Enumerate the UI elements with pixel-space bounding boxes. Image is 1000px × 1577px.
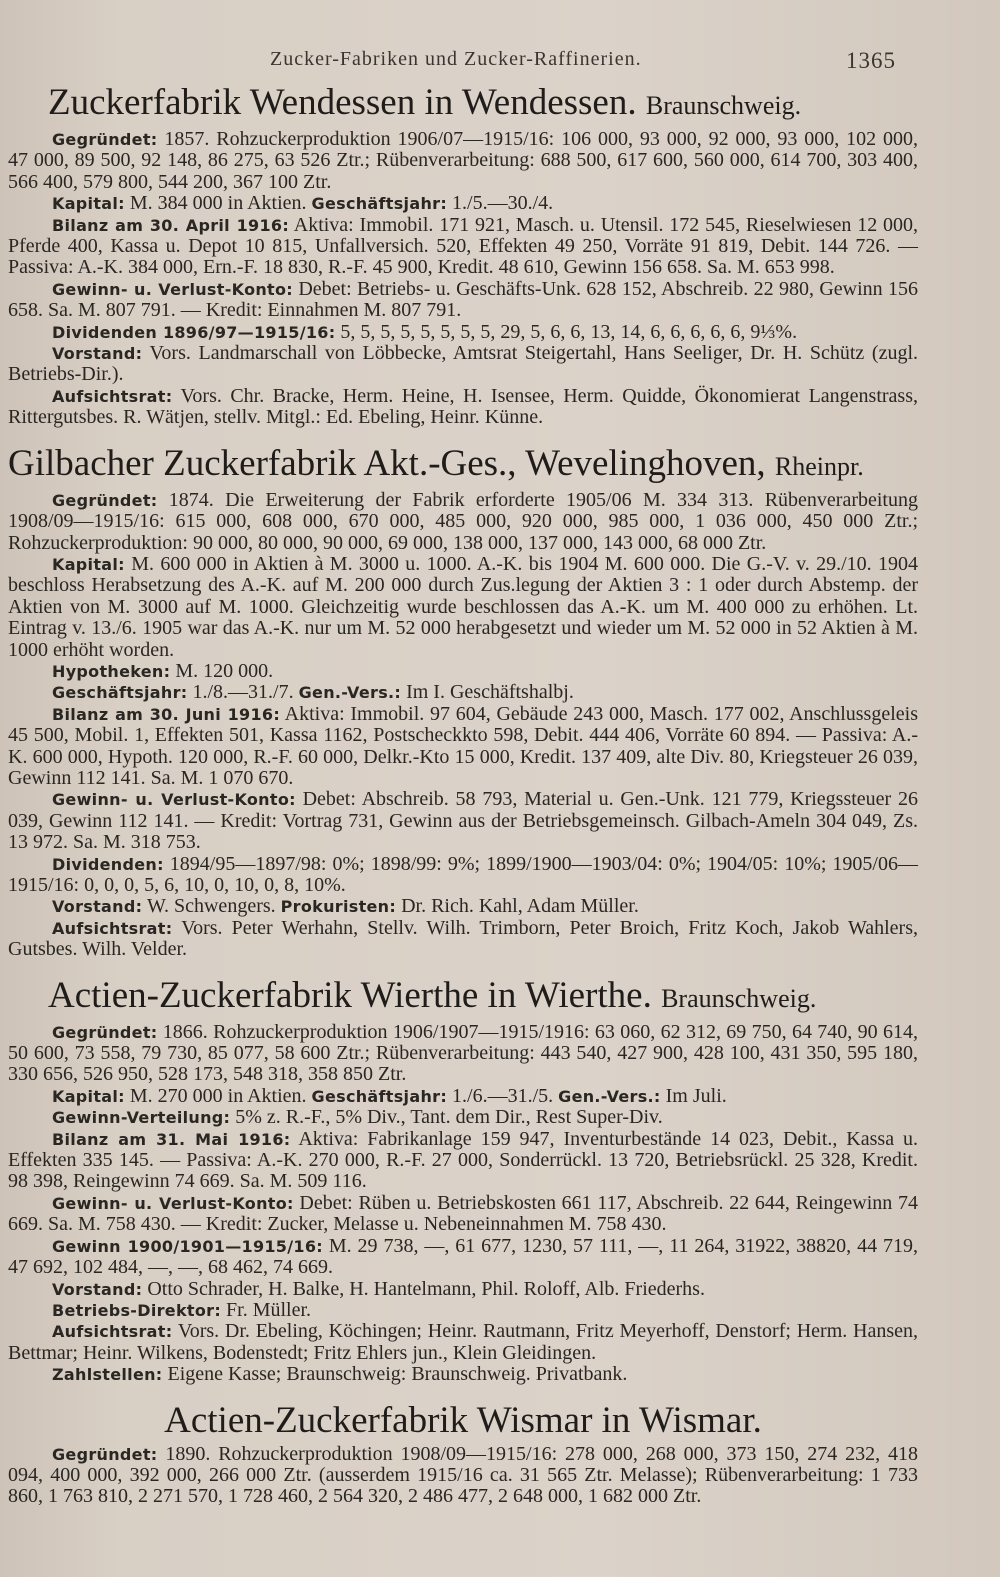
paragraph bbox=[8, 1193, 918, 1236]
field-text: 1894/95—1897/98: 0%; 1898/99: 9%; 1899/1900—1903/04: 0%; 1904/05: 10%; 1905/06—1915/16: 0, 0, 0, 5, 6, 10, 0, 10, 0, 8, 10%. bbox=[8, 852, 918, 896]
field-label: Kapital: bbox=[52, 1086, 125, 1106]
field-label: Geschäftsjahr: bbox=[311, 194, 448, 214]
field-label: Hypotheken: bbox=[52, 661, 171, 681]
field-label: Dividenden 1896/97—1915/16: bbox=[52, 322, 336, 342]
field-text: Im Juli. bbox=[660, 1084, 727, 1107]
field-label: Vorstand: bbox=[52, 1279, 143, 1299]
field-label: Dividenden: bbox=[52, 854, 164, 874]
field-text: Dr. Rich. Kahl, Adam Müller. bbox=[396, 895, 639, 918]
field-label: Gen.-Vers.: bbox=[558, 1086, 661, 1106]
field-label: Gegründet: bbox=[52, 490, 158, 510]
field-text: Vors. Chr. Bracke, Herm. Heine, H. Isensee, Herm. Quidde, Ökonomierat Langenstrass, Rittergutsbes. R. Wätjen, stellv. Mitgl.: Ed. Ebeling, Heinr. Künne. bbox=[8, 384, 918, 429]
paragraph bbox=[8, 1444, 918, 1508]
field-label: Gegründet: bbox=[52, 1022, 158, 1042]
field-label: Bilanz am 30. Juni 1916: bbox=[52, 704, 281, 724]
company-heading bbox=[8, 441, 918, 490]
paragraph bbox=[8, 490, 918, 554]
paragraph bbox=[8, 918, 918, 961]
paragraph bbox=[8, 1279, 918, 1300]
field-text: Fr. Müller. bbox=[221, 1298, 312, 1321]
field-text: Aktiva: Immobil. 171 921, Masch. u. Utensil. 172 545, Rieselwiesen 12 000, Pferde 400, Kassa u. Depot 10 815, Unfallversich. 520, Effekten 49 250, Vorräte 91 819, Debit. 144 726. — Passiva: A.-K. 384 000, Ern.-F. 18 830, R.-F. 45 900, Kredit. 48 610, Gewinn 156 658. Sa. M. 653 998. bbox=[8, 213, 918, 279]
field-text: 1./8.—31./7. bbox=[187, 681, 299, 704]
company-name: Gilbacher Zuckerfabrik Akt.-Ges., Wevelinghoven, bbox=[8, 442, 766, 484]
paragraph bbox=[8, 215, 918, 279]
paragraph bbox=[8, 322, 918, 343]
paragraph bbox=[8, 1236, 918, 1279]
field-label: Aufsichtsrat: bbox=[52, 918, 173, 938]
paragraph bbox=[8, 1129, 918, 1193]
paragraph bbox=[8, 854, 918, 897]
company-entry-wierthe bbox=[8, 973, 918, 1386]
paragraph bbox=[8, 193, 918, 214]
paragraph bbox=[8, 896, 918, 917]
field-text: Im I. Geschäftshalbj. bbox=[401, 681, 574, 704]
field-label: Prokuristen: bbox=[280, 897, 397, 917]
field-text: M. 270 000 in Aktien. bbox=[124, 1084, 312, 1107]
field-text: 1874. Die Erweiterung der Fabrik erforderte 1905/06 M. 334 313. Rübenverarbeitung 1908/09—1915/16: 615 000, 608 000, 670 000, 485 000, 920 000, 985 000, 1 036 000, 450 000 Ztr.; Rohzuckerproduktion: 90 000, 80 000, 90 000, 69 000, 138 000, 137 000, 143 000, 68 000 Ztr. bbox=[8, 488, 918, 554]
field-text: Debet: Betriebs- u. Geschäfts-Unk. 628 152, Abschreib. 22 980, Gewinn 156 658. Sa. M. 807 791. — Kredit: Einnahmen M. 807 791. bbox=[8, 277, 919, 322]
company-name: Actien-Zuckerfabrik Wismar in Wismar. bbox=[164, 1399, 762, 1441]
company-entry-wendessen bbox=[8, 80, 918, 429]
company-name: Zuckerfabrik Wendessen in Wendessen. bbox=[48, 82, 637, 123]
field-text: M. 29 738, —, 61 677, 1230, 57 111, —, 11 264, 31922, 38820, 44 719, 47 692, 102 484, —, —, 68 462, 74 669. bbox=[8, 1234, 918, 1279]
field-text: 5, 5, 5, 5, 5, 5, 5, 5, 29, 5, 6, 6, 13, 14, 6, 6, 6, 6, 6, 9⅓%. bbox=[335, 320, 798, 343]
paragraph bbox=[8, 554, 918, 661]
page-number: 1365 bbox=[846, 48, 896, 73]
paragraph bbox=[8, 1300, 918, 1321]
field-label: Vorstand: bbox=[52, 897, 143, 917]
paragraph bbox=[8, 386, 918, 429]
field-text: Debet: Abschreib. 58 793, Material u. Gen.-Unk. 121 779, Kriegssteuer 26 039, Gewinn 112 141. — Kredit: Vortrag 731, Gewinn aus der Betriebsgemeinsch. Gilbach-Ameln 304 049, Zs. 13 972. Sa. M. 318 753. bbox=[8, 788, 918, 854]
field-label: Zahlstellen: bbox=[52, 1365, 163, 1385]
company-heading bbox=[8, 80, 918, 129]
paragraph bbox=[8, 682, 918, 703]
field-label: Geschäftsjahr: bbox=[52, 683, 188, 703]
field-text: Vors. Landmarschall von Löbbecke, Amtsrat Steigertahl, Hans Seeliger, Dr. H. Schütz (zugl. Betriebs-Dir.). bbox=[8, 342, 918, 386]
field-text: Vors. Peter Werhahn, Stellv. Wilh. Trimborn, Peter Broich, Fritz Koch, Jakob Wahlers, Gutsbes. Wilh. Velder. bbox=[8, 916, 918, 961]
field-text: Debet: Rüben u. Betriebskosten 661 117, Abschreib. 22 644, Reingewinn 74 669. Sa. M. 758 430. — Kredit: Zucker, Melasse u. Nebeneinnahmen M. 758 430. bbox=[8, 1191, 918, 1236]
field-text: 1866. Rohzuckerproduktion 1906/1907—1915/1916: 63 060, 62 312, 69 750, 64 740, 90 614, 50 600, 73 558, 79 730, 85 077, 58 600 Ztr.; Rübenverarbeitung: 443 540, 427 900, 428 100, 431 350, 595 180, 330 656, 526 950, 528 173, 548 318, 358 850 Ztr. bbox=[8, 1020, 918, 1086]
field-text: Otto Schrader, H. Balke, H. Hantelmann, Phil. Roloff, Alb. Friederhs. bbox=[142, 1277, 705, 1300]
field-label: Gegründet: bbox=[52, 130, 158, 149]
company-entry-wismar bbox=[8, 1398, 918, 1508]
field-text: Aktiva: Immobil. 97 604, Gebäude 243 000, Masch. 177 002, Anschlussgeleis 45 500, Mobil. 1, Effekten 501, Kassa 1162, Postscheckkto 598, Debit. 444 406, Vorräte 60 894. — Passiva: A.-K. 600 000, Hypoth. 120 000, R.-F. 60 000, Delkr.-Kto 15 000, Kredit. 137 409, alte Div. 80, Kriegsteuer 26 039, Gewinn 112 141. Sa. M. 1 070 670. bbox=[8, 702, 918, 789]
paragraph bbox=[8, 343, 918, 386]
company-heading bbox=[8, 973, 918, 1022]
running-head bbox=[8, 40, 918, 80]
field-label: Gegründet: bbox=[52, 1444, 158, 1464]
paragraph bbox=[8, 789, 918, 853]
field-label: Vorstand: bbox=[52, 344, 143, 364]
field-label: Gewinn- u. Verlust-Konto: bbox=[52, 790, 296, 810]
paragraph bbox=[8, 279, 918, 322]
field-text: 1890. Rohzuckerproduktion 1908/09—1915/16: 278 000, 268 000, 373 150, 274 232, 418 094, 400 000, 392 000, 266 000 Ztr. (ausserdem 1915/16 ca. 31 565 Ztr. Melasse); Rübenverarbeitung: 1 733 860, 1 763 810, 2 271 570, 1 728 460, 2 564 320, 2 486 477, 2 648 000, 1 682 000 Ztr. bbox=[8, 1442, 918, 1508]
company-entry-gilbacher bbox=[8, 441, 918, 961]
paragraph bbox=[8, 1321, 918, 1364]
paragraph bbox=[8, 1086, 918, 1107]
paragraph bbox=[8, 129, 918, 193]
company-place: Braunschweig. bbox=[645, 91, 802, 120]
field-label: Gen.-Vers.: bbox=[298, 683, 402, 703]
company-place: Braunschweig. bbox=[661, 983, 817, 1013]
paragraph bbox=[8, 1022, 918, 1086]
field-label: Bilanz am 30. April 1916: bbox=[52, 215, 290, 235]
field-text: M. 600 000 in Aktien à M. 3000 u. 1000. A.-K. bis 1904 M. 600 000. Die G.-V. v. 29./10. 1904 beschloss Herabsetzung des A.-K. auf M. 200 000 durch Zus.legung der Aktien 3 : 1 oder durch Abstemp. der Aktien von M. 3000 auf M. 1000. Gleichzeitig wurde beschlossen das A.-K. um M. 400 000 zu erhöhen. Lt. Eintrag v. 13./6. 1905 war das A.-K. nur um M. 52 000 herabgesetzt und wieder um M. 52 000 in 52 Aktien à M. 1000 erhöht worden. bbox=[8, 552, 918, 661]
running-head-title: Zucker-Fabriken und Zucker-Raffinerien. bbox=[270, 48, 642, 70]
field-text: 5% z. R.-F., 5% Div., Tant. dem Dir., Rest Super-Div. bbox=[230, 1106, 663, 1129]
paragraph bbox=[8, 1107, 918, 1128]
field-label: Betriebs-Direktor: bbox=[52, 1300, 222, 1320]
field-label: Aufsichtsrat: bbox=[52, 1322, 173, 1342]
paragraph bbox=[8, 704, 918, 790]
field-label: Kapital: bbox=[52, 194, 125, 214]
company-place: Rheinpr. bbox=[774, 451, 864, 481]
field-label: Gewinn- u. Verlust-Konto: bbox=[52, 1193, 294, 1213]
field-text: Aktiva: Fabrikanlage 159 947, Inventurbestände 14 023, Debit., Kassa u. Effekten 335 145. — Passiva: A.-K. 270 000, R.-F. 27 000, Sonderrückl. 13 720, Betriebsrückl. 25 328, Kredit. 98 398, Reingewinn 74 669. Sa. M. 509 116. bbox=[8, 1127, 919, 1193]
field-label: Gewinn 1900/1901—1915/16: bbox=[52, 1236, 323, 1256]
field-label: Aufsichtsrat: bbox=[52, 386, 173, 406]
field-text: 1./6.—31./5. bbox=[447, 1084, 559, 1107]
field-text: 1./5.—30./4. bbox=[447, 192, 554, 215]
field-label: Kapital: bbox=[52, 554, 125, 574]
field-text: 1857. Rohzuckerproduktion 1906/07—1915/16: 106 000, 93 000, 92 000, 93 000, 102 000, 47 000, 89 500, 92 148, 86 275, 63 526 Ztr.; Rübenverarbeitung: 688 500, 617 600, 560 000, 614 700, 303 400, 566 400, 579 800, 544 200, 367 100 Ztr. bbox=[8, 128, 918, 193]
paragraph bbox=[8, 1364, 918, 1385]
company-name: Actien-Zuckerfabrik Wierthe in Wierthe. bbox=[48, 974, 652, 1016]
field-text: M. 120 000. bbox=[170, 659, 274, 682]
field-text: M. 384 000 in Aktien. bbox=[124, 192, 312, 215]
field-text: Eigene Kasse; Braunschweig: Braunschweig. Privatbank. bbox=[162, 1363, 628, 1386]
field-text: Vors. Dr. Ebeling, Köchingen; Heinr. Rautmann, Fritz Meyerhoff, Denstorf; Herm. Hansen, Bettmar; Heinr. Wilkens, Bodenstedt; Fritz Ehlers jun., Klein Gleidingen. bbox=[8, 1320, 918, 1364]
paragraph bbox=[8, 661, 918, 682]
field-label: Gewinn- u. Verlust-Konto: bbox=[52, 279, 293, 299]
company-heading bbox=[8, 1398, 918, 1444]
field-label: Gewinn-Verteilung: bbox=[52, 1108, 231, 1128]
field-label: Geschäftsjahr: bbox=[311, 1086, 448, 1106]
field-label: Bilanz am 31. Mai 1916: bbox=[52, 1129, 291, 1149]
field-text: W. Schwengers. bbox=[142, 895, 281, 918]
